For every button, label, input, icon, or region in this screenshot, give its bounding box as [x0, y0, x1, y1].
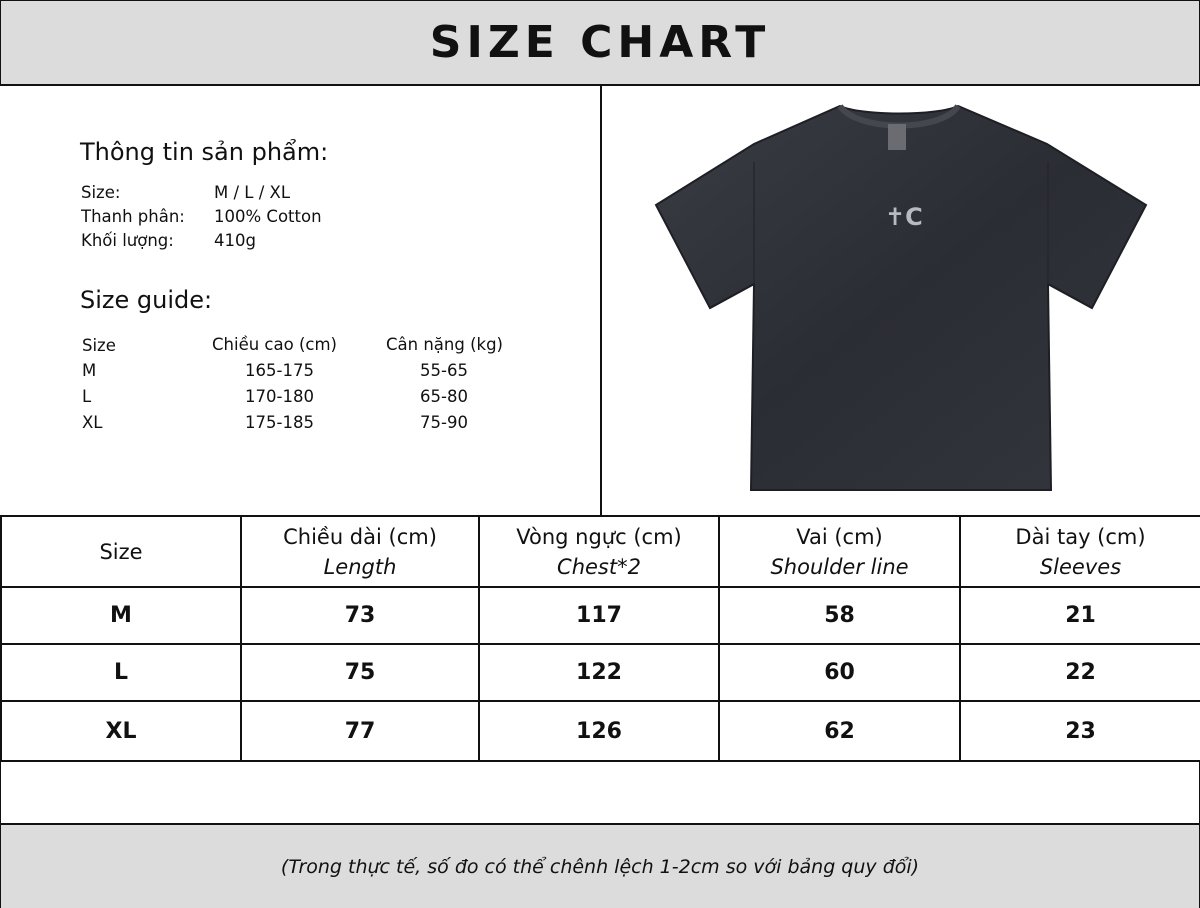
vertical-divider	[600, 85, 602, 515]
table-cell: 126	[479, 701, 719, 761]
guide-header-height: Chiều cao (cm)	[212, 335, 337, 354]
table-cell: 62	[719, 701, 960, 761]
table-row	[1, 701, 1200, 761]
footer-note-bar	[0, 825, 1200, 908]
info-label-material: Thanh phân:	[81, 207, 185, 226]
guide-cell: L	[82, 387, 92, 406]
table-cell: L	[1, 644, 241, 701]
shirt-logo-icon: ✝C	[885, 203, 923, 231]
info-label-weight: Khối lượng:	[81, 231, 174, 250]
info-value-size: M / L / XL	[214, 183, 291, 202]
table-cell: 75	[241, 644, 479, 701]
header-bar	[0, 0, 1200, 86]
table-cell: 23	[960, 701, 1200, 761]
guide-cell: 175-185	[245, 413, 314, 432]
table-header-row	[1, 516, 1200, 587]
guide-header-weight: Cân nặng (kg)	[386, 335, 503, 354]
table-cell: 21	[960, 587, 1200, 644]
guide-cell: 65-80	[420, 387, 468, 406]
col-header-length: Chiều dài (cm) Length	[241, 516, 479, 587]
col-header-chest: Vòng ngực (cm) Chest*2	[479, 516, 719, 587]
guide-cell: 55-65	[420, 361, 468, 380]
table-cell: 22	[960, 644, 1200, 701]
table-cell: M	[1, 587, 241, 644]
table-cell: 60	[719, 644, 960, 701]
info-value-weight: 410g	[214, 231, 256, 250]
size-spec-table	[0, 515, 1200, 762]
table-cell: 117	[479, 587, 719, 644]
col-header-size: Size	[1, 516, 241, 587]
footer-note: (Trong thực tế, số đo có thể chênh lệch 1-2cm so với bảng quy đổi)	[280, 855, 920, 878]
table-row	[1, 644, 1200, 701]
guide-cell: 165-175	[245, 361, 314, 380]
info-label-size: Size:	[81, 183, 121, 202]
table-cell: 58	[719, 587, 960, 644]
col-header-sleeves: Dài tay (cm) Sleeves	[960, 516, 1200, 587]
guide-cell: M	[82, 361, 97, 380]
guide-cell: 170-180	[245, 387, 314, 406]
guide-cell: XL	[82, 413, 103, 432]
table-cell: 77	[241, 701, 479, 761]
tshirt-image	[652, 102, 1150, 492]
product-info-title: Thông tin sản phẩm:	[80, 138, 329, 166]
guide-header-size: Size	[82, 336, 116, 355]
size-guide-title: Size guide:	[80, 286, 213, 314]
page-title: SIZE CHART	[429, 17, 771, 68]
info-value-material: 100% Cotton	[214, 207, 322, 226]
table-cell: 122	[479, 644, 719, 701]
table-cell: XL	[1, 701, 241, 761]
blank-spacer	[0, 761, 1200, 825]
table-row	[1, 587, 1200, 644]
guide-cell: 75-90	[420, 413, 468, 432]
table-cell: 73	[241, 587, 479, 644]
col-header-shoulder: Vai (cm) Shoulder line	[719, 516, 960, 587]
